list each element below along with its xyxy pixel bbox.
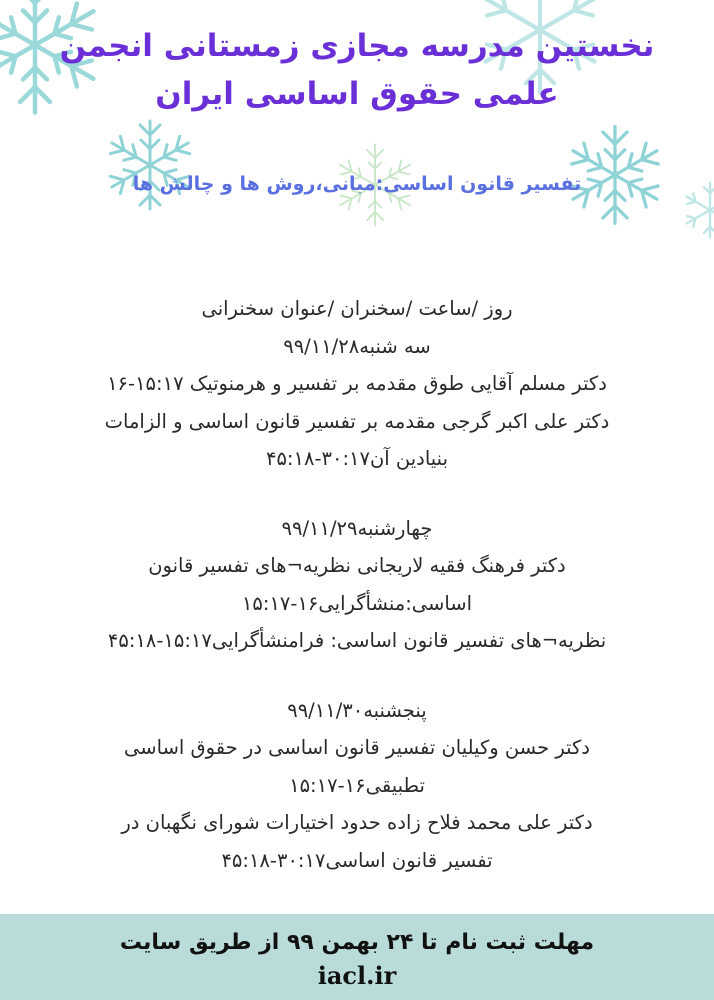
session-line: اساسی:منشأگرایی۱۶-۱۵:۱۷ bbox=[241, 591, 473, 615]
day-date: چهارشنبه۹۹/۱۱/۲۹ bbox=[281, 516, 433, 540]
session-line: بنیادین آن۳۰:۱۷-۴۵:۱۸ bbox=[265, 447, 448, 470]
schedule bbox=[30, 290, 684, 879]
spacer bbox=[30, 660, 684, 692]
website-link[interactable]: iacl.ir bbox=[317, 961, 397, 990]
session-line: دکتر حسن وکیلیان تفسیر قانون اساسی در حقوق اساسی bbox=[124, 736, 590, 759]
day-date: پنجشنبه۹۹/۱۱/۳۰ bbox=[287, 698, 427, 722]
session-line: دکتر علی محمد فلاح زاده حدود اختیارات شورای نگهبان در bbox=[121, 811, 593, 834]
session-line: تطبیقی۱۶-۱۵:۱۷ bbox=[289, 773, 425, 797]
session-line: نظریه¬های تفسیر قانون اساسی: فرامنشأگرایی۱۵:۱۷-۴۵:۱۸ bbox=[107, 629, 607, 652]
day-date: سه شنبه۹۹/۱۱/۲۸ bbox=[283, 334, 431, 358]
session-line: دکتر فرهنگ فقیه لاریجانی نظریه¬های تفسیر قانون bbox=[148, 554, 566, 577]
title-line-2: علمی حقوق اساسی ایران bbox=[155, 76, 559, 112]
snowflake-icon bbox=[100, 115, 200, 215]
session-line: دکتر مسلم آقایی طوق مقدمه بر تفسیر و هرمنوتیک ۱۵:۱۷-۱۶ bbox=[107, 372, 607, 395]
session-line: دکتر علی اکبر گرجی مقدمه بر تفسیر قانون اساسی و الزامات bbox=[104, 409, 610, 433]
schedule-columns-header: روز /ساعت /سخنران /عنوان سخنرانی bbox=[201, 297, 513, 320]
page-title bbox=[20, 22, 694, 118]
registration-footer bbox=[0, 914, 714, 1000]
session-line: تفسیر قانون اساسی۳۰:۱۷-۴۵:۱۸ bbox=[221, 848, 493, 872]
spacer bbox=[30, 478, 684, 510]
title-line-1: نخستین مدرسه مجازی زمستانی انجمن bbox=[59, 28, 655, 64]
subtitle: تفسیر قانون اساسی:مبانی،روش ها و چالش ها bbox=[132, 173, 582, 195]
registration-deadline: مهلت ثبت نام تا ۲۴ بهمن ۹۹ از طریق سایت bbox=[119, 930, 595, 955]
